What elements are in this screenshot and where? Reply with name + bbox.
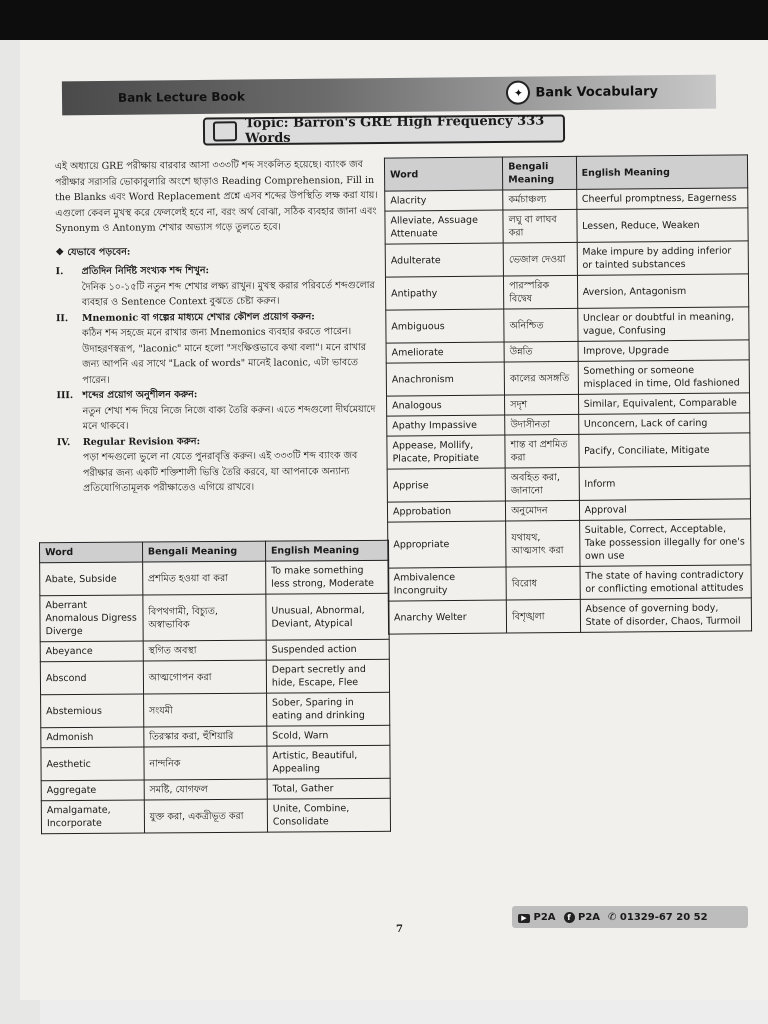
section-title [506,79,658,105]
intro-section [55,157,383,497]
study-step [56,386,382,435]
english-meaning-cell: Approval [579,499,751,520]
word-cell: Apathy Impassive [387,415,505,436]
bengali-meaning-cell: স্থগিত অবস্থা [143,640,266,661]
word-cell: Anachronism [386,362,504,396]
bengali-meaning-cell: কর্মচাঞ্চল্য [503,189,577,210]
word-cell: Alleviate, Assuage Attenuate [385,210,503,244]
step-body: পড়া শব্দগুলো ভুলে না যেতে পুনরাবৃত্তি করুন। এই ৩৩৩টি শব্দ ব্যাংক জব পরীক্ষার জন্য একটি শক্তিশালী ভিত্তি তৈরি করবে, যা আপনাকে অন্যান্য প্রতিযোগিতামূলক পরীক্ষাতেও এগিয়ে রাখবে। [82,450,358,494]
facebook-link[interactable] [564,912,601,923]
word-cell: Abate, Subside [40,562,143,596]
column-header: Bengali Meaning [503,156,577,190]
how-to-read-heading: ❖ যেভাবে পড়বেন: [55,246,131,258]
word-cell: Abstemious [41,694,144,728]
phone-contact [608,912,708,923]
word-cell: Abscond [40,661,143,695]
table-row [40,560,389,595]
english-meaning-cell: Scold, Warn [267,725,390,746]
step-body: দৈনিক ১০-১৫টি নতুন শব্দ শেখার লক্ষ্য রাখুন। মুখস্থ করার পরিবর্তে শব্দগুলোর ব্যবহার ও Sentence Context বুঝতে চেষ্টা করুন। [81,279,375,308]
word-cell: Anarchy Welter [388,600,506,634]
word-cell: Aesthetic [41,747,144,781]
bengali-meaning-cell: পারস্পরিক বিদ্বেষ [504,275,578,309]
bengali-meaning-cell: যুক্ত করা, একত্রীভূত করা [144,799,267,833]
step-body: নতুন শেখা শব্দ দিয়ে নিজে নিজে বাক্য তৈরি করুন। এতে শব্দগুলো দীর্ঘমেয়াদে মনে থাকবে। [82,403,376,432]
vocab-table-left [39,540,391,834]
topic-title: Topic: Barron's GRE High Frequency 333 Words [244,113,545,147]
step-body: কঠিন শব্দ সহজে মনে রাখার জন্য Mnemonics ব্যবহার করতে পারেন। উদাহরণস্বরূপ, "laconic" মানে হলো "সংক্ষিপ্তভাবে কথা বলা"। মনে রাখার জন্য আপনি এর সাথে "Lack of words" মানেই laconic, এটা ভাবতে পারেন। [82,326,367,386]
word-cell: Antipathy [385,276,503,310]
table-row [40,639,389,661]
page-number: 7 [396,924,403,935]
english-meaning-cell: Pacify, Conciliate, Mitigate [578,433,750,467]
column-header: Bengali Meaning [142,541,265,562]
book-title: Bank Lecture Book [117,89,246,105]
page-header [62,75,716,116]
column-header: Word [384,157,502,191]
facebook-icon: f [564,912,575,923]
word-cell: Aggregate [41,780,144,801]
english-meaning-cell: Lessen, Reduce, Weaken [576,208,748,242]
english-meaning-cell: Artistic, Beautiful, Appealing [267,745,390,779]
table-row [386,307,749,343]
step-heading: Regular Revision করুন: [82,435,201,448]
table-row [387,433,750,469]
table-row [41,778,390,800]
word-cell: Amalgamate, Incorporate [41,800,144,834]
word-cell: Appropriate [388,521,507,568]
phone-number: 01329-67 20 52 [619,911,708,923]
phone-icon: ✆ [608,911,617,923]
table-row [388,519,751,568]
topic-banner [203,114,565,145]
english-meaning-cell: Sober, Sparing in eating and drinking [266,692,389,726]
english-meaning-cell: Suitable, Correct, Acceptable, Take possession illegally for one's own use [579,519,751,566]
section-label: Bank Vocabulary [535,83,659,100]
english-meaning-cell: Absence of governing body, State of disorder, Chaos, Turmoil [580,598,752,632]
word-cell: Admonish [41,727,144,748]
table-row [386,360,749,396]
table-row [388,565,751,601]
table-row [385,241,748,277]
column-header: Word [39,542,142,563]
bengali-meaning-cell: অনুমোদন [506,500,580,521]
chat-icon [213,121,237,141]
word-cell: Approbation [387,501,505,522]
bengali-meaning-cell: লঘু বা লাঘব করা [503,209,577,243]
step-heading: Mnemonic বা গল্পের মাধ্যমে শেখার কৌশল প্রয়োগ করুন: [81,310,315,324]
english-meaning-cell: Inform [579,466,751,500]
english-meaning-cell: Cheerful promptness, Eagerness [576,188,748,209]
english-meaning-cell: Improve, Upgrade [578,340,750,361]
bengali-meaning-cell: উন্নতি [504,341,578,362]
step-number: I. [55,266,64,278]
bengali-meaning-cell: যথাযথ, আত্মসাৎ করা [506,520,580,567]
bengali-meaning-cell: তিরস্কার করা, হুঁশিয়ারি [144,726,267,747]
word-cell: Ambiguous [386,309,504,343]
word-cell: Analogous [387,395,505,416]
column-header: English Meaning [265,540,388,561]
word-cell: Alacrity [385,190,503,211]
table-row [385,274,748,310]
step-heading: শব্দের প্রয়োগ অনুশীলন করুন: [82,389,198,401]
table-row [41,798,390,833]
word-cell: Ambivalence Incongruity [388,567,506,601]
english-meaning-cell: Something or someone misplaced in time, Old fashioned [578,360,750,394]
table-row [387,466,750,502]
word-cell: Ameliorate [386,342,504,363]
english-meaning-cell: Suspended action [266,639,389,660]
english-meaning-cell: The state of having contradictory or conflicting emotional attitudes [580,565,752,599]
english-meaning-cell: To make something less strong, Moderate [265,560,388,594]
table-row [41,692,390,727]
english-meaning-cell: Total, Gather [267,778,390,799]
word-cell: Adulterate [385,243,503,277]
bengali-meaning-cell: আত্মগোপন করা [143,660,266,694]
lightbulb-icon: ✦ [506,81,530,105]
footer-contact [512,906,748,928]
vocab-table-right [384,154,752,634]
word-cell: Appease, Mollify, Placate, Propitiate [387,435,505,469]
study-step [57,432,383,496]
step-number: IV. [56,436,71,448]
english-meaning-cell: Unconcern, Lack of caring [578,413,750,434]
top-dark-border [0,0,768,40]
english-meaning-cell: Depart secretly and hide, Escape, Flee [266,659,389,693]
table-header-row [384,155,747,191]
table-row [41,745,390,780]
study-steps [56,262,384,497]
bengali-meaning-cell: উদাসীনতা [505,414,579,435]
facebook-handle: P2A [578,911,601,923]
bengali-meaning-cell: নান্দনিক [144,746,267,780]
youtube-handle: P2A [533,911,556,923]
bengali-meaning-cell: কালের অসঙ্গতি [504,361,578,395]
bengali-meaning-cell: সমষ্টি, যোগফল [144,779,267,800]
bengali-meaning-cell: অবহিত করা, জানানো [505,467,579,501]
english-meaning-cell: Unusual, Abnormal, Deviant, Atypical [266,593,389,640]
english-meaning-cell: Unclear or doubtful in meaning, vague, Confusing [577,307,749,341]
study-step [56,308,383,388]
bengali-meaning-cell: অনিশ্চিত [504,308,578,342]
table-row [40,659,389,694]
step-number: III. [56,390,74,402]
step-heading: প্রতিদিন নির্দিষ্ট সংখ্যক শব্দ শিখুন: [81,265,210,277]
youtube-link[interactable] [518,912,556,923]
youtube-icon: ▶ [518,914,530,923]
english-meaning-cell: Make impure by adding inferior or tainted substances [577,241,749,275]
table-row [40,593,389,641]
step-number: II. [55,312,69,324]
bengali-meaning-cell: ভেজাল দেওয়া [503,242,577,276]
bengali-meaning-cell: বিপথগামী, বিচ্যুত, অস্বাভাবিক [143,594,266,641]
intro-paragraph: এই অধ্যায়ে GRE পরীক্ষায় বারবার আসা ৩৩৩টি শব্দ সংকলিত হয়েছে। ব্যাংক জব পরীক্ষার সরাসরি ভোকাবুলারি অংশে ছাড়াও Reading Comprehension, Fill in the Blanks এবং Word Replacement প্রশ্নে এসব শব্দের উপস্থিতি লক্ষ করা যায়। এগুলো কেবল মুখস্থ করে ফেললেই হবে না, বরং অর্থ বোঝা, সঠিক ব্যবহার জানা এবং Synonym ও Antonym শেখার অভ্যাস গড়ে তুলতে হবে। [54,158,378,235]
bengali-meaning-cell: সদৃশ [505,394,579,415]
bengali-meaning-cell: বিরোধ [506,566,580,600]
english-meaning-cell: Unite, Combine, Consolidate [267,798,390,832]
bengali-meaning-cell: শান্ত বা প্রশমিত করা [505,434,579,468]
word-cell: Abeyance [40,641,143,662]
table-header-row [39,540,388,562]
column-header: English Meaning [576,155,748,189]
study-step [56,262,382,311]
bengali-meaning-cell: প্রশমিত হওয়া বা করা [142,561,265,595]
table-row [385,208,748,244]
bengali-meaning-cell: বিশৃঙ্খলা [506,599,580,633]
english-meaning-cell: Aversion, Antagonism [577,274,749,308]
english-meaning-cell: Similar, Equivalent, Comparable [578,393,750,414]
word-cell: Aberrant Anomalous Digress Diverge [40,595,143,642]
table-row [388,598,751,634]
bengali-meaning-cell: সংযমী [143,693,266,727]
word-cell: Apprise [387,468,505,502]
table-row [41,725,390,747]
